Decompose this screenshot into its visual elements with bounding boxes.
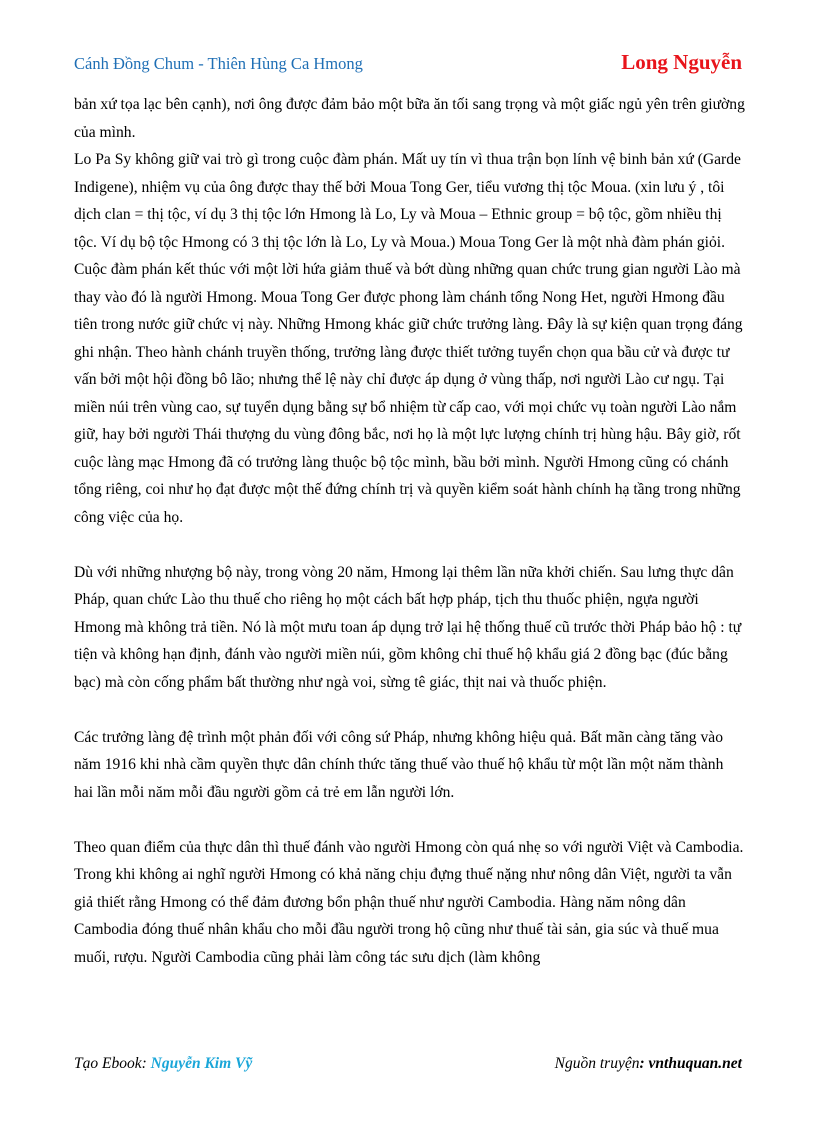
author-name: Long Nguyễn <box>621 50 742 74</box>
paragraph: Lo Pa Sy không giữ vai trò gì trong cuộc đàm phán. Mất uy tín vì thua trận bọn lính vệ binh bản xứ (Garde Indigene), nhiệm vụ của ông được thay thế bởi Moua Tong Ger, tiểu vương thị tộc Moua. (xin lưu ý , tôi dịch clan = thị tộc, ví dụ 3 thị tộc lớn Hmong là Lo, Ly và Moua – Ethnic group = bộ tộc, gồm nhiều thị tộc. Ví dụ bộ tộc Hmong có 3 thị tộc lớn là Lo, Ly và Moua.) Moua Tong Ger là một nhà đàm phán giỏi. Cuộc đàm phán kết thúc với một lời hứa giảm thuế và bớt dùng những quan chức trung gian người Lào mà thay vào đó là người Hmong. Moua Tong Ger được phong làm chánh tổng Nong Het, người Hmong đầu tiên trong nước giữ chức vị này. Những Hmong khác giữ chức trưởng làng. Đây là sự kiện quan trọng đáng ghi nhận. Theo hành chánh truyền thống, trưởng làng được thiết tưởng tuyển chọn qua bầu cử và được tư vấn bởi một hội đồng bô lão; nhưng thể lệ này chỉ được áp dụng ở vùng thấp, nơi người Lào cư ngụ. Tại miền núi trên vùng cao, sự tuyển dụng bằng sự bổ nhiệm từ cấp cao, với mọi chức vụ toàn người Lào nắm giữ, hay bởi người Thái thượng du vùng đông bắc, nơi họ là một lực lượng chính trị hùng hậu. Bây giờ, rốt cuộc làng mạc Hmong đã có trưởng làng thuộc bộ tộc mình, bầu bởi mình. Người Hmong cũng có chánh tổng riêng, coi như họ đạt được một thế đứng chính trị và quyền kiểm soát hành chính hạ tầng trong những công việc của họ. <box>74 151 743 526</box>
source-separator: : <box>639 1055 649 1072</box>
creator-label: Tạo Ebook <box>74 1055 142 1072</box>
ebook-credit <box>74 1055 252 1073</box>
source-site: vnthuquan.net <box>648 1055 742 1072</box>
page-body <box>74 91 746 971</box>
source-label: Nguồn truyện <box>554 1055 640 1072</box>
paragraph: bản xứ tọa lạc bên cạnh), nơi ông được đảm bảo một bữa ăn tối sang trọng và một giấc ngủ yên trên giường của mình. <box>74 96 745 141</box>
paragraph: Theo quan điểm của thực dân thì thuế đánh vào người Hmong còn quá nhẹ so với người Việt và Cambodia. Trong khi không ai nghĩ người Hmong có khả năng chịu đựng thuế nặng như nông dân Việt, người ta vẫn giả thiết rằng Hmong có thể đảm đương bổn phận thuế như người Cambodia. Hàng năm nông dân Cambodia đóng thuế nhân khẩu cho mỗi đầu người trong hộ cũng như thuế tài sản, gia súc và thuế mua muối, rượu. Người Cambodia cũng phải làm công tác sưu dịch (làm không <box>74 838 744 966</box>
page-header <box>74 50 742 76</box>
creator-name: Nguyễn Kim Vỹ <box>150 1055 253 1072</box>
page-footer <box>74 1055 742 1077</box>
source-credit <box>555 1055 742 1073</box>
creator-separator: : <box>141 1055 151 1072</box>
paragraph: Các trưởng làng đệ trình một phản đối với công sứ Pháp, nhưng không hiệu quả. Bất mãn càng tăng vào năm 1916 khi nhà cầm quyền thực dân chính thức tăng thuế vào thuế hộ khẩu từ một lần một năm thành hai lần mỗi năm mỗi đầu người gồm cả trẻ em lẫn người lớn. <box>74 728 724 801</box>
paragraph: Dù với những nhượng bộ này, trong vòng 20 năm, Hmong lại thêm lần nữa khởi chiến. Sau lưng thực dân Pháp, quan chức Lào thu thuế cho riêng họ một cách bất hợp pháp, tịch thu thuốc phiện, ngựa người Hmong mà không trả tiền. Nó là một mưu toan áp dụng trở lại hệ thống thuế cũ trước thời Pháp bảo hộ : tự tiện và không hạn định, đánh vào người miền núi, gồm không chỉ thuế hộ khẩu giá 2 đồng bạc (đúc bằng bạc) mà còn cống phẩm bất thường như ngà voi, sừng tê giác, thịt nai và thuốc phiện. <box>74 563 742 691</box>
book-title: Cánh Đồng Chum - Thiên Hùng Ca Hmong <box>74 54 363 73</box>
